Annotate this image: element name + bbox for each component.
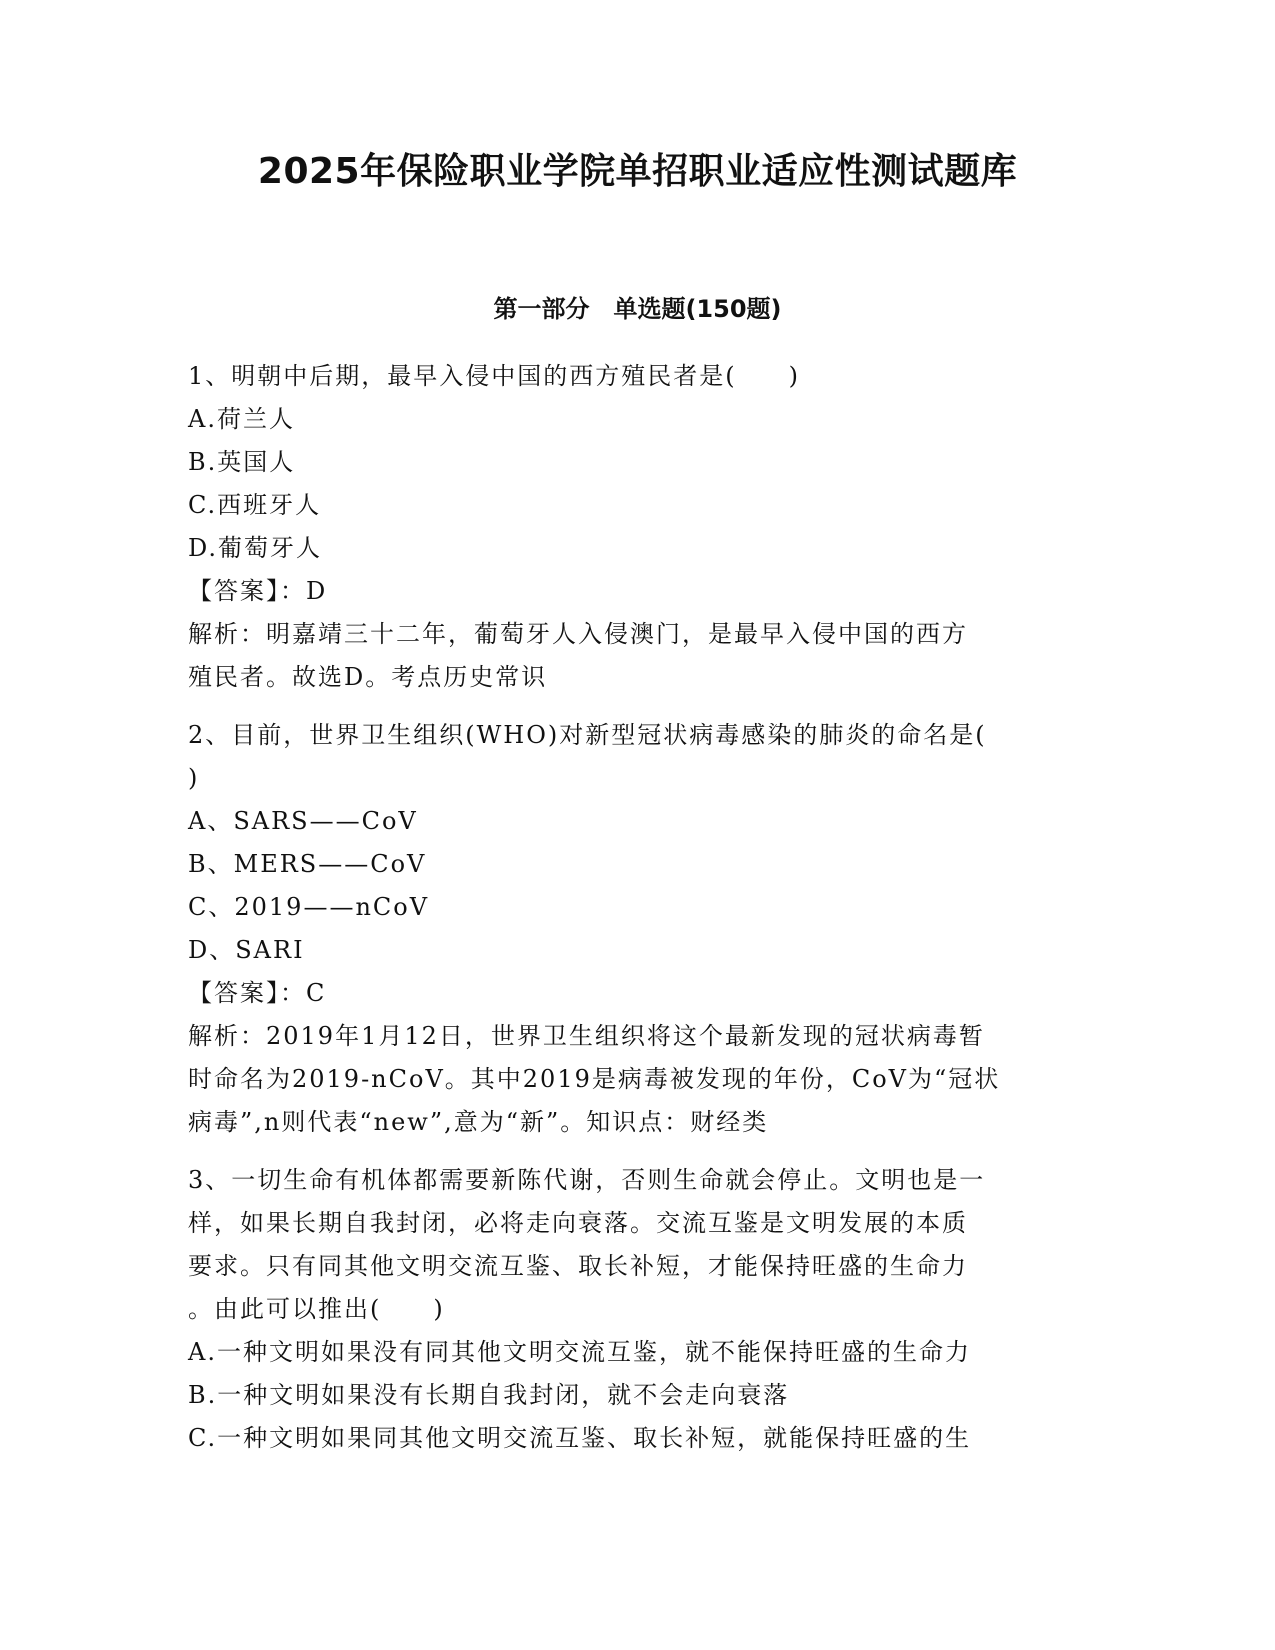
analysis-line: 时命名为2019-nCoV。其中2019是病毒被发现的年份，CoV为“冠状 bbox=[188, 1065, 1001, 1093]
question-3 bbox=[188, 1159, 1088, 1460]
question-1 bbox=[188, 355, 1088, 699]
option-d: D、SARI bbox=[188, 936, 305, 964]
option-c: C.一种文明如果同其他文明交流互鉴、取长补短，就能保持旺盛的生 bbox=[188, 1424, 972, 1452]
document-title: 2025年保险职业学院单招职业适应性测试题库 bbox=[257, 151, 1018, 192]
question-stem: 2、目前，世界卫生组织(WHO)对新型冠状病毒感染的肺炎的命名是( bbox=[188, 721, 987, 749]
question-stem: ) bbox=[188, 764, 200, 792]
option-c: C、2019——nCoV bbox=[188, 893, 430, 921]
question-stem: 样，如果长期自我封闭，必将走向衰落。交流互鉴是文明发展的本质 bbox=[188, 1209, 968, 1237]
option-d: D.葡萄牙人 bbox=[188, 534, 323, 562]
analysis-line: 解析：明嘉靖三十二年，葡萄牙人入侵澳门，是最早入侵中国的西方 bbox=[188, 620, 968, 648]
question-2 bbox=[188, 714, 1088, 1144]
option-c: C.西班牙人 bbox=[188, 491, 322, 519]
question-stem: 。由此可以推出( ) bbox=[188, 1295, 445, 1323]
option-b: B.英国人 bbox=[188, 448, 296, 476]
option-b: B.一种文明如果没有长期自我封闭，就不会走向衰落 bbox=[188, 1381, 790, 1409]
analysis-line: 解析：2019年1月12日，世界卫生组织将这个最新发现的冠状病毒暂 bbox=[188, 1022, 985, 1050]
option-a: A.荷兰人 bbox=[188, 405, 295, 433]
answer: 【答案】：D bbox=[188, 577, 328, 605]
option-a: A.一种文明如果没有同其他文明交流互鉴，就不能保持旺盛的生命力 bbox=[188, 1338, 971, 1366]
option-b: B、MERS——CoV bbox=[188, 850, 427, 878]
question-stem: 3、一切生命有机体都需要新陈代谢，否则生命就会停止。文明也是一 bbox=[188, 1166, 986, 1194]
option-a: A、SARS——CoV bbox=[188, 807, 418, 835]
question-stem: 要求。只有同其他文明交流互鉴、取长补短，才能保持旺盛的生命力 bbox=[188, 1252, 968, 1280]
analysis-line: 病毒”,n则代表“new”,意为“新”。知识点：财经类 bbox=[188, 1108, 769, 1136]
answer: 【答案】：C bbox=[188, 979, 327, 1007]
section-title: 第一部分 单选题(150题) bbox=[493, 295, 782, 323]
question-list bbox=[188, 355, 1088, 1475]
question-stem: 1、明朝中后期，最早入侵中国的西方殖民者是( ) bbox=[188, 362, 800, 390]
analysis-line: 殖民者。故选D。考点历史常识 bbox=[188, 663, 548, 691]
